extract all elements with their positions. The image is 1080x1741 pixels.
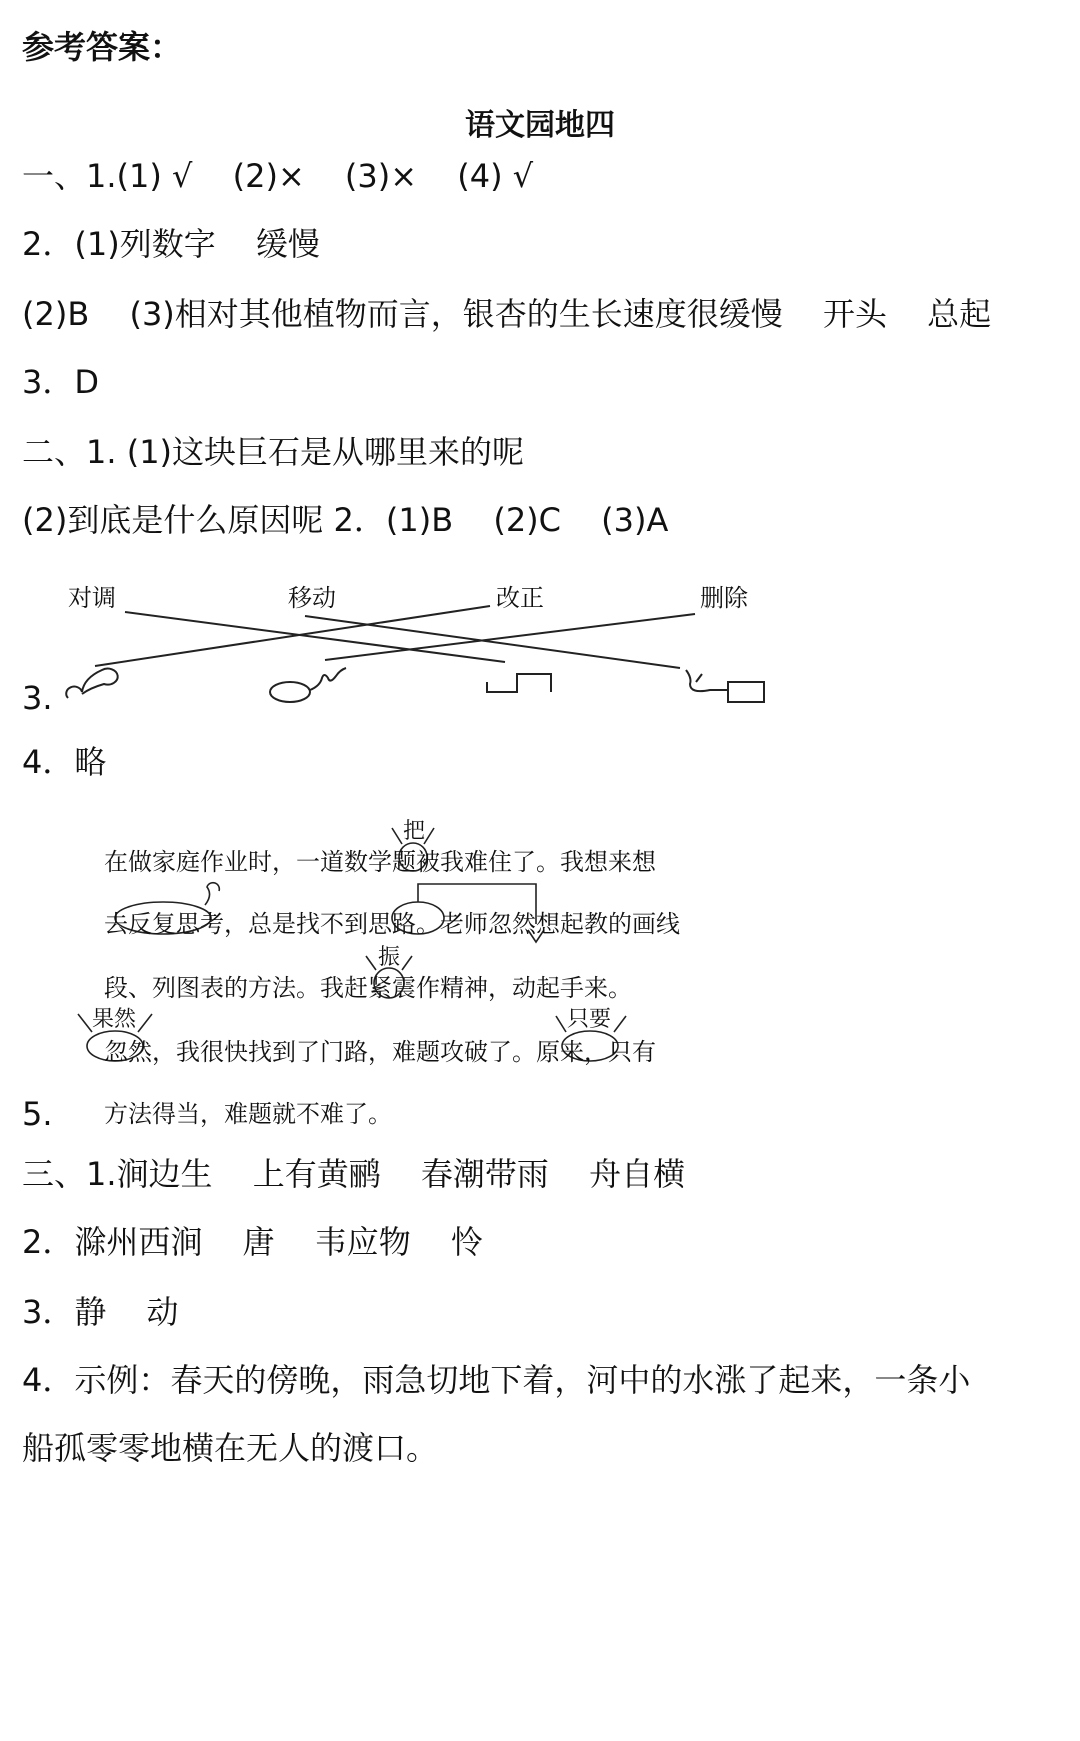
s3-q1-part1: 三、1.涧边生 — [22, 1155, 213, 1193]
s1-q1-part2: (2)× — [232, 157, 305, 195]
answer-key-heading: 参考答案： — [22, 28, 183, 66]
label-correct: 改正 — [496, 584, 544, 612]
label-swap: 对调 — [68, 584, 116, 612]
s2-q2-part2: (2)C — [493, 501, 561, 539]
s1-q3: 3．D — [22, 363, 100, 401]
s3-q2-part4: 怜 — [450, 1223, 483, 1261]
s1-q2-part6: 总起 — [927, 295, 992, 333]
correction-zhiyao: 只要 — [567, 1007, 612, 1032]
s2-q2-part1: (2)到底是什么原因呢 2．(1)B — [22, 501, 454, 539]
s3-q1 — [22, 1154, 685, 1194]
s2-q5-number: 5. — [22, 1095, 53, 1133]
s3-q4-line2: 船孤零零地横在无人的渡口。 — [22, 1429, 439, 1467]
passage-line-3: 段、列图表的方法。我赶紧震作精神，动起手来。 — [104, 974, 632, 1002]
s3-q1-part3: 春潮带雨 — [420, 1155, 549, 1193]
s3-q4-line1: 4．示例：春天的傍晚，雨急切地下着，河中的水涨了起来，一条小 — [22, 1361, 971, 1399]
s3-q3-part1: 3．静 — [22, 1293, 107, 1331]
s2-q2-part3: (3)A — [601, 501, 669, 539]
correct-symbol — [487, 674, 551, 692]
s2-q1-line1: 二、1. (1)这块巨石是从哪里来的呢 — [22, 433, 525, 471]
move-symbol — [270, 682, 310, 702]
section-title: 语文园地四 — [465, 108, 615, 143]
s3-q3-part2: 动 — [146, 1293, 179, 1331]
label-move: 移动 — [288, 584, 336, 612]
s3-q2-part3: 韦应物 — [314, 1223, 411, 1261]
s3-q1-part4: 舟自横 — [589, 1155, 686, 1193]
s1-q2-part1: 2．(1)列数字 — [22, 225, 216, 263]
s2-q4: 4．略 — [22, 743, 107, 781]
correction-guoran: 果然 — [92, 1007, 137, 1032]
s3-q1-part2: 上有黄鹂 — [252, 1155, 381, 1193]
passage-line-5: 方法得当，难题就不难了。 — [104, 1100, 392, 1128]
s1-q2-part5: 开头 — [822, 295, 887, 333]
correction-zhen: 振 — [378, 945, 401, 970]
swap-symbol — [66, 669, 117, 698]
match-line-delete — [325, 614, 695, 660]
passage-line-1: 在做家庭作业时，一道数学题被我难住了。我想来想 — [104, 848, 656, 876]
s1-q2-part3: (2)B — [22, 295, 90, 333]
label-delete: 删除 — [700, 584, 748, 612]
s3-q2 — [22, 1222, 483, 1262]
passage-line-2: 去反复思考，总是找不到思路。老师忽然想起教的画线 — [104, 910, 680, 938]
delete-symbol — [686, 670, 728, 691]
s1-q1-part1: 一、1.(1) √ — [22, 157, 193, 195]
s1-q2-part2: 缓慢 — [255, 225, 320, 263]
passage-line-4: 忽然，我很快找到了门路，难题攻破了。原来，只有 — [104, 1038, 656, 1066]
s3-q2-part1: 2．滁州西涧 — [22, 1223, 203, 1261]
s2-q3-number: 3. — [22, 679, 53, 717]
s3-q2-part2: 唐 — [242, 1223, 275, 1261]
s1-q2-part4: (3)相对其他植物而言，银杏的生长速度很缓慢 — [129, 295, 783, 333]
s1-q1-part3: (3)× — [344, 157, 418, 195]
s1-q1-part4: (4) √ — [457, 157, 534, 195]
s3-q3 — [22, 1292, 179, 1332]
correction-ba: 把 — [403, 819, 426, 844]
match-line-swap — [125, 612, 505, 662]
